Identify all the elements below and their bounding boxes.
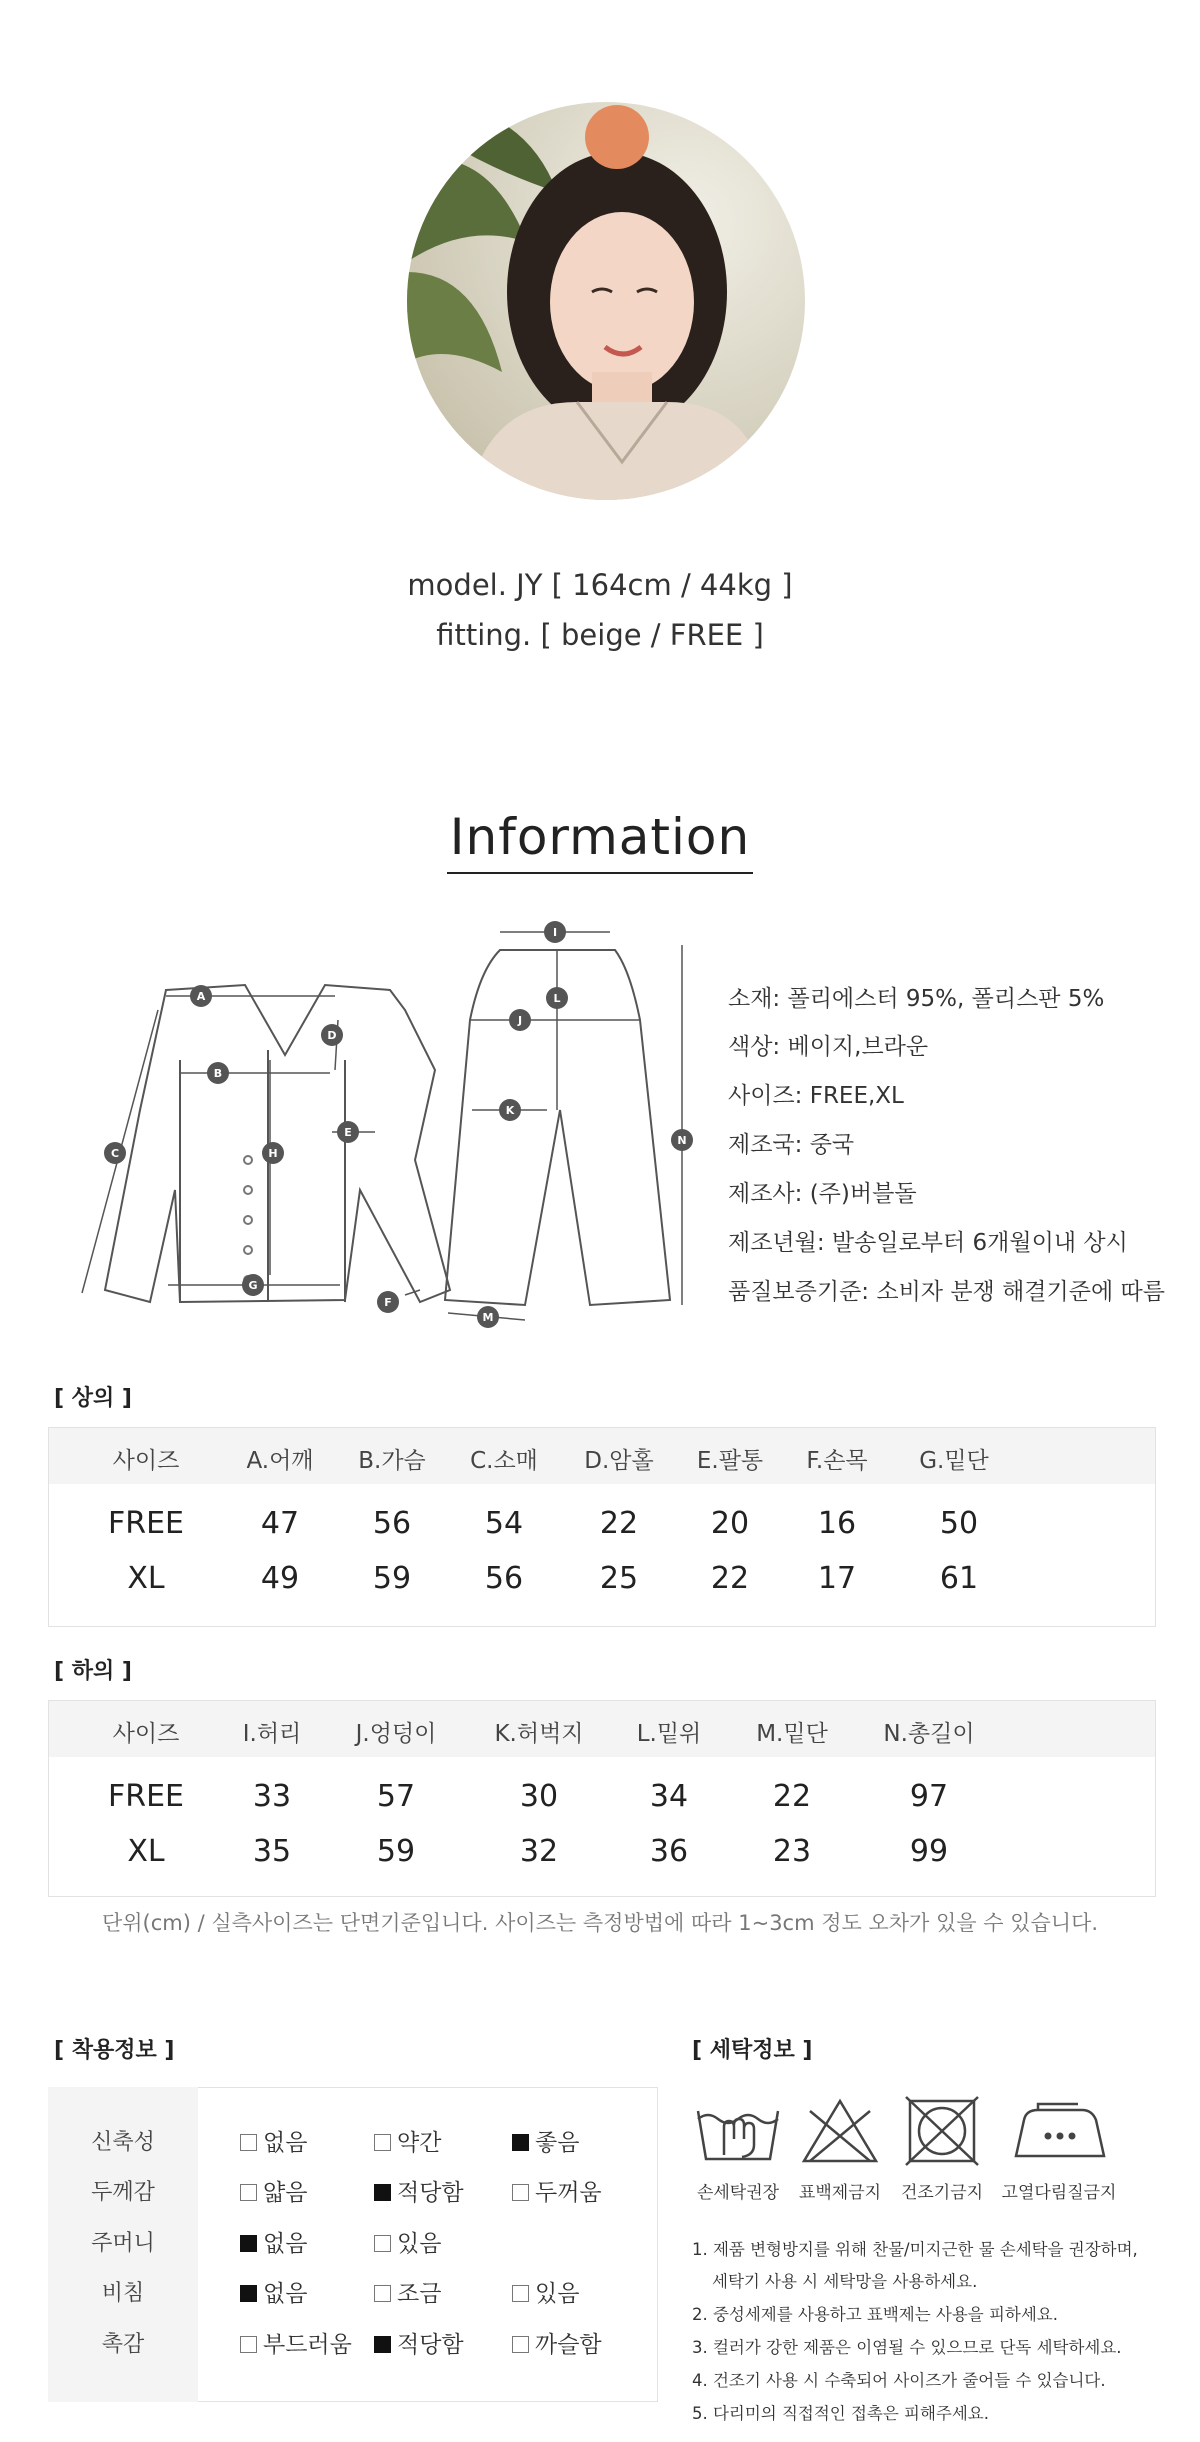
svg-text:G: G bbox=[248, 1279, 258, 1292]
svg-text:M: M bbox=[482, 1311, 494, 1324]
top-cell: 50 bbox=[939, 1506, 979, 1541]
bottom-cell: 57 bbox=[376, 1779, 416, 1814]
bottom-cell: 30 bbox=[519, 1779, 559, 1814]
checkbox-empty bbox=[240, 2134, 257, 2151]
marker-d bbox=[321, 1024, 343, 1046]
top-cell: 56 bbox=[484, 1561, 524, 1596]
top-header-cell: A.어깨 bbox=[246, 1448, 314, 1474]
top-cell: XL bbox=[127, 1561, 165, 1596]
marker-j bbox=[509, 1009, 531, 1031]
svg-text:E: E bbox=[344, 1126, 352, 1139]
top-cell: 49 bbox=[260, 1561, 300, 1596]
svg-text:A: A bbox=[196, 990, 206, 1003]
checkbox-empty bbox=[374, 2285, 391, 2302]
top-header-cell: B.가슴 bbox=[358, 1448, 426, 1474]
bottom-cell: 23 bbox=[772, 1834, 812, 1869]
top-cell: 54 bbox=[484, 1506, 524, 1541]
checkbox-empty bbox=[240, 2184, 257, 2201]
svg-text:L: L bbox=[553, 992, 561, 1005]
top-cell: 61 bbox=[939, 1561, 979, 1596]
no-bleach-icon bbox=[800, 2095, 880, 2167]
checkbox-filled bbox=[374, 2336, 391, 2353]
spec-country: 제조국: 중국 bbox=[728, 1132, 855, 1158]
bottom-cell: XL bbox=[127, 1834, 165, 1869]
top-header-cell: E.팔통 bbox=[696, 1448, 764, 1474]
bottom-table-label: [ 하의 ] bbox=[54, 1659, 132, 1684]
top-cell: 20 bbox=[710, 1506, 750, 1541]
wear-row-label: 두께감 bbox=[91, 2180, 155, 2205]
wear-option: 있음 bbox=[512, 2275, 579, 2308]
bottom-header-cell: I.허리 bbox=[242, 1721, 302, 1747]
model-info: model. JY [ 164cm / 44kg ] bbox=[407, 568, 793, 602]
wear-option: 조금 bbox=[374, 2275, 441, 2308]
wash-note: 5. 다리미의 직접적인 접촉은 피해주세요. bbox=[692, 2404, 989, 2423]
marker-h bbox=[262, 1142, 284, 1164]
spec-maker: 제조사: (주)버블돌 bbox=[728, 1181, 917, 1207]
wear-option: 좋음 bbox=[512, 2124, 579, 2157]
bottom-header-cell: K.허벅지 bbox=[494, 1721, 584, 1747]
wear-row-label: 촉감 bbox=[101, 2332, 145, 2357]
wear-row-label: 비침 bbox=[101, 2281, 145, 2306]
checkbox-empty bbox=[512, 2285, 529, 2302]
hand-wash-icon bbox=[692, 2095, 784, 2167]
wash-note: 3. 컬러가 강한 제품은 이염될 수 있으므로 단독 세탁하세요. bbox=[692, 2338, 1122, 2357]
marker-b bbox=[207, 1062, 229, 1084]
svg-text:K: K bbox=[505, 1104, 515, 1117]
wash-icon-label: 건조기금지 bbox=[900, 2183, 984, 2203]
top-cell: 16 bbox=[817, 1506, 857, 1541]
top-cell: 47 bbox=[260, 1506, 300, 1541]
wash-note: 세탁기 사용 시 세탁망을 사용하세요. bbox=[712, 2272, 978, 2291]
top-header-cell: C.소매 bbox=[470, 1448, 538, 1474]
svg-text:F: F bbox=[384, 1296, 392, 1309]
bottom-size-table bbox=[48, 1700, 1156, 1897]
checkbox-empty bbox=[512, 2184, 529, 2201]
wash-note: 4. 건조기 사용 시 수축되어 사이즈가 줄어들 수 있습니다. bbox=[692, 2371, 1106, 2390]
top-cell: 22 bbox=[599, 1506, 639, 1541]
marker-n bbox=[671, 1129, 693, 1151]
top-header-cell: F.손목 bbox=[806, 1448, 868, 1474]
top-header-cell: G.밑단 bbox=[919, 1448, 989, 1474]
spec-warranty: 품질보증기준: 소비자 분쟁 해결기준에 따름 bbox=[728, 1279, 1165, 1305]
checkbox-empty bbox=[512, 2336, 529, 2353]
wash-icon-label: 표백제금지 bbox=[798, 2183, 882, 2203]
bottom-cell: 99 bbox=[909, 1834, 949, 1869]
wear-option: 있음 bbox=[374, 2225, 441, 2258]
bottom-header-cell: N.총길이 bbox=[883, 1721, 975, 1747]
marker-l bbox=[546, 987, 568, 1009]
spec-material: 소재: 폴리에스터 95%, 폴리스판 5% bbox=[728, 986, 1105, 1012]
marker-g bbox=[242, 1274, 264, 1296]
marker-k bbox=[499, 1099, 521, 1121]
checkbox-filled bbox=[240, 2235, 257, 2252]
bottom-header-cell: L.밑위 bbox=[636, 1721, 702, 1747]
bottom-cell: 97 bbox=[909, 1779, 949, 1814]
spec-color: 색상: 베이지,브라운 bbox=[728, 1034, 929, 1060]
svg-text:J: J bbox=[517, 1014, 523, 1027]
iron-low-icon bbox=[1012, 2100, 1108, 2162]
checkbox-filled bbox=[512, 2134, 529, 2151]
wear-option: 약간 bbox=[374, 2124, 441, 2157]
model-photo bbox=[407, 102, 805, 500]
wear-option: 얇음 bbox=[240, 2174, 307, 2207]
wash-note: 1. 제품 변형방지를 위해 찬물/미지근한 물 손세탁을 권장하며, bbox=[692, 2240, 1138, 2259]
wear-option: 없음 bbox=[240, 2225, 307, 2258]
wear-option: 까슬함 bbox=[512, 2326, 602, 2359]
checkbox-empty bbox=[374, 2134, 391, 2151]
bottom-cell: FREE bbox=[107, 1779, 184, 1814]
svg-text:N: N bbox=[677, 1134, 687, 1147]
spec-size: 사이즈: FREE,XL bbox=[728, 1083, 904, 1109]
wear-option: 없음 bbox=[240, 2275, 307, 2308]
no-tumble-dry-icon bbox=[904, 2093, 980, 2167]
bottom-cell: 36 bbox=[649, 1834, 689, 1869]
bottom-header-cell: J.엉덩이 bbox=[355, 1721, 437, 1747]
marker-c bbox=[104, 1142, 126, 1164]
wash-info-label: [ 세탁정보 ] bbox=[692, 2038, 813, 2063]
wear-option: 적당함 bbox=[374, 2326, 464, 2359]
bottom-header-cell: M.밑단 bbox=[756, 1721, 828, 1747]
bottom-cell: 35 bbox=[252, 1834, 292, 1869]
svg-text:H: H bbox=[268, 1147, 278, 1160]
wear-option: 없음 bbox=[240, 2124, 307, 2157]
bottom-cell: 22 bbox=[772, 1779, 812, 1814]
marker-a bbox=[190, 985, 212, 1007]
bottom-cell: 34 bbox=[649, 1779, 689, 1814]
svg-text:B: B bbox=[213, 1067, 223, 1080]
top-cell: FREE bbox=[107, 1506, 184, 1541]
top-cell: 25 bbox=[599, 1561, 639, 1596]
top-cell: 22 bbox=[710, 1561, 750, 1596]
wash-note: 2. 중성세제를 사용하고 표백제는 사용을 피하세요. bbox=[692, 2305, 1058, 2324]
top-cell: 59 bbox=[372, 1561, 412, 1596]
size-note: 단위(cm) / 실측사이즈는 단면기준입니다. 사이즈는 측정방법에 따라 1~3cm 정도 오차가 있을 수 있습니다. bbox=[101, 1911, 1099, 1935]
wash-icon-label: 고열다림질금지 bbox=[1001, 2183, 1117, 2203]
bottom-cell: 59 bbox=[376, 1834, 416, 1869]
wear-option: 두꺼움 bbox=[512, 2174, 602, 2207]
svg-text:D: D bbox=[327, 1029, 337, 1042]
information-title: Information bbox=[0, 808, 1200, 866]
bottom-cell: 32 bbox=[519, 1834, 559, 1869]
wear-option: 적당함 bbox=[374, 2174, 464, 2207]
size-diagram bbox=[70, 910, 710, 1365]
top-cell: 17 bbox=[817, 1561, 857, 1596]
wash-icon-label: 손세탁권장 bbox=[696, 2183, 780, 2203]
svg-text:C: C bbox=[110, 1147, 120, 1160]
svg-text:I: I bbox=[552, 926, 558, 939]
top-size-table bbox=[48, 1427, 1156, 1627]
marker-i bbox=[544, 921, 566, 943]
wear-row-label: 신축성 bbox=[91, 2130, 155, 2155]
bottom-cell: 33 bbox=[252, 1779, 292, 1814]
checkbox-filled bbox=[374, 2184, 391, 2201]
top-table-label: [ 상의 ] bbox=[54, 1386, 132, 1411]
wear-info-label: [ 착용정보 ] bbox=[54, 2038, 175, 2063]
top-cell: 56 bbox=[372, 1506, 412, 1541]
checkbox-empty bbox=[374, 2235, 391, 2252]
fitting-info: fitting. [ beige / FREE ] bbox=[436, 618, 764, 652]
top-header-cell: D.암홀 bbox=[584, 1448, 654, 1474]
wear-row-label: 주머니 bbox=[91, 2231, 155, 2256]
marker-e bbox=[337, 1121, 359, 1143]
wear-option: 부드러움 bbox=[240, 2326, 352, 2359]
marker-m bbox=[477, 1306, 499, 1328]
marker-f bbox=[377, 1291, 399, 1313]
top-header-cell: 사이즈 bbox=[112, 1448, 180, 1474]
spec-date: 제조년월: 발송일로부터 6개월이내 상시 bbox=[728, 1230, 1128, 1256]
checkbox-empty bbox=[240, 2336, 257, 2353]
checkbox-filled bbox=[240, 2285, 257, 2302]
bottom-header-cell: 사이즈 bbox=[112, 1721, 180, 1747]
